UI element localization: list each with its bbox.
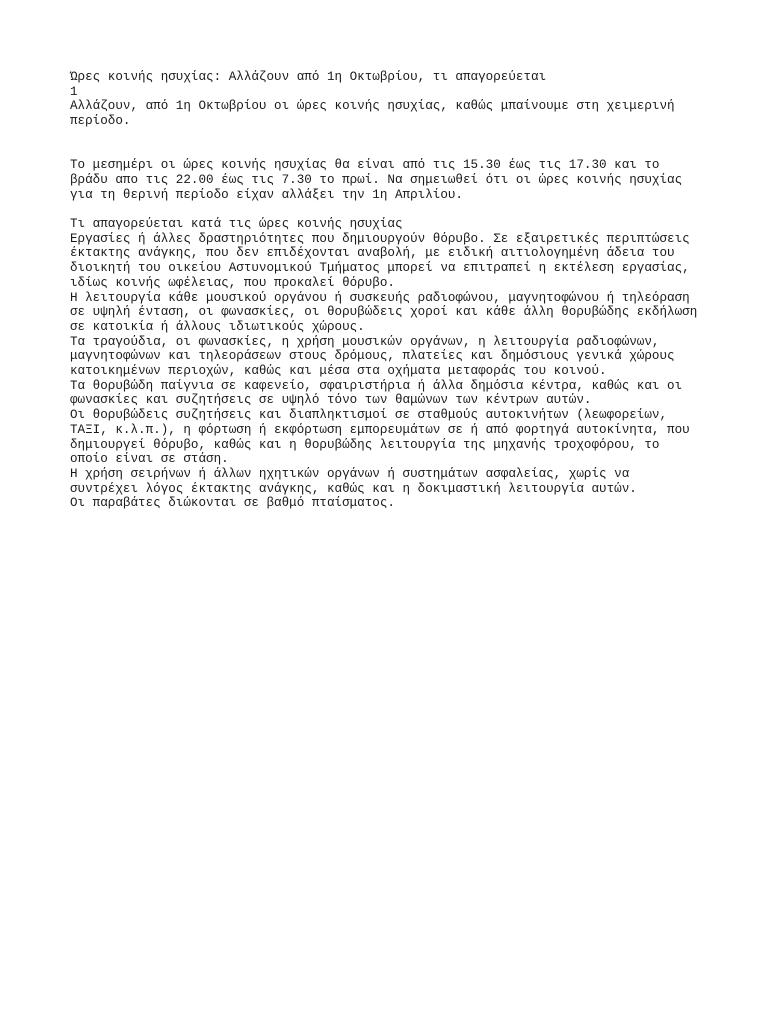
spacer [70,129,710,158]
prohibition-item [70,335,710,379]
item-line: Η χρήση σειρήνων ή άλλων ηχητικών οργάνων ή συστημάτων ασφαλείας, χωρίς να [70,466,630,481]
hours-line: για τη θερινή περίοδο είχαν αλλάξει την 1η Απριλίου. [70,187,463,202]
section-heading: Τι απαγορεύεται κατά τις ώρες κοινής ησυχίας [70,217,403,231]
item-line: μαγνητοφώνων και τηλεοράσεων στους δρόμους, πλατείες και δημόσιους γενικά χώρους [70,349,675,364]
item-line: Εργασίες ή άλλες δραστηριότητες που δημιουργούν θόρυβο. Σε εξαιρετικές περιπτώσεις [70,231,690,246]
document-number: 1 [70,84,78,99]
prohibition-item [70,379,710,408]
intro-paragraph [70,99,710,128]
item-line: Οι θορυβώδεις συζητήσεις και διαπληκτισμοί σε σταθμούς αυτοκινήτων (λεωφορείων, [70,408,668,423]
document-title: Ώρες κοινής ησυχίας: Αλλάζουν από 1η Οκτωβρίου, τι απαγορεύεται [70,70,547,84]
item-line: Η λειτουργία κάθε μουσικού οργάνου ή συσκευής ραδιοφώνου, μαγνητοφώνου ή τηλεόραση [70,290,690,305]
hours-paragraph [70,158,710,202]
item-line: έκτακτης ανάγκης, που δεν επιδέχονται αναβολή, με ειδική αιτιολογημένη άδεια του [70,246,675,261]
item-line: διοικητή του οικείου Αστυνομικού Τμήματος μπορεί να επιτραπεί η εκτέλεση εργασίας, [70,261,690,276]
prohibition-item [70,408,710,467]
item-line: κατοικημένων περιοχών, καθώς και μέσα στα οχήματα μεταφοράς του κοινού. [70,364,607,379]
item-line: οποίο είναι σε στάση. [70,452,229,467]
intro-line: Αλλάζουν, από 1η Οκτωβρίου οι ώρες κοινής ησυχίας, καθώς μπαίνουμε στη χειμερινή [70,99,675,114]
item-line: συντρέχει λόγος έκτακτης ανάγκης, καθώς και η δοκιμαστική λειτουργία αυτών. [70,481,637,496]
closing-line: Οι παραβάτες διώκονται σε βαθμό πταίσματος. [70,496,395,511]
hours-line: Το μεσημέρι οι ώρες κοινής ησυχίας θα είναι από τις 15.30 έως τις 17.30 και το [70,158,660,173]
item-line: Τα τραγούδια, οι φωνασκίες, η χρήση μουσικών οργάνων, η λειτουργία ραδιοφώνων, [70,334,660,349]
document-page [70,70,710,511]
item-line: φωνασκίες και συζητήσεις σε υψηλό τόνο των θαμώνων των κέντρων αυτών. [70,393,592,408]
prohibition-item [70,232,710,291]
item-line: σε κατοικία ή άλλους ιδιωτικούς χώρους. [70,319,365,334]
spacer [70,202,710,217]
prohibition-item [70,467,710,496]
item-line: δημιουργεί θόρυβο, καθώς και η θορυβώδης λειτουργία της μηχανής τροχοφόρου, το [70,437,660,452]
item-line: σε υψηλή ένταση, οι φωνασκίες, οι θορυβώδεις χοροί και κάθε άλλη θορυβώδης εκδήλωση [70,305,698,320]
item-line: Τα θορυβώδη παίγνια σε καφενείο, σφαιριστήρια ή άλλα δημόσια κέντρα, καθώς και οι [70,378,683,393]
prohibition-item [70,291,710,335]
hours-line: βράδυ απο τις 22.00 έως τις 7.30 το πρωί. Να σημειωθεί ότι οι ώρες κοινής ησυχίας [70,172,683,187]
intro-line: περίοδο. [70,114,131,129]
item-line: ιδίως κοινής ωφέλειας, που προκαλεί θόρυβο. [70,275,395,290]
item-line: ΤΑΞΙ, κ.λ.π.), η φόρτωση ή εκφόρτωση εμπορευμάτων σε ή από φορτηγά αυτοκίνητα, που [70,422,690,437]
